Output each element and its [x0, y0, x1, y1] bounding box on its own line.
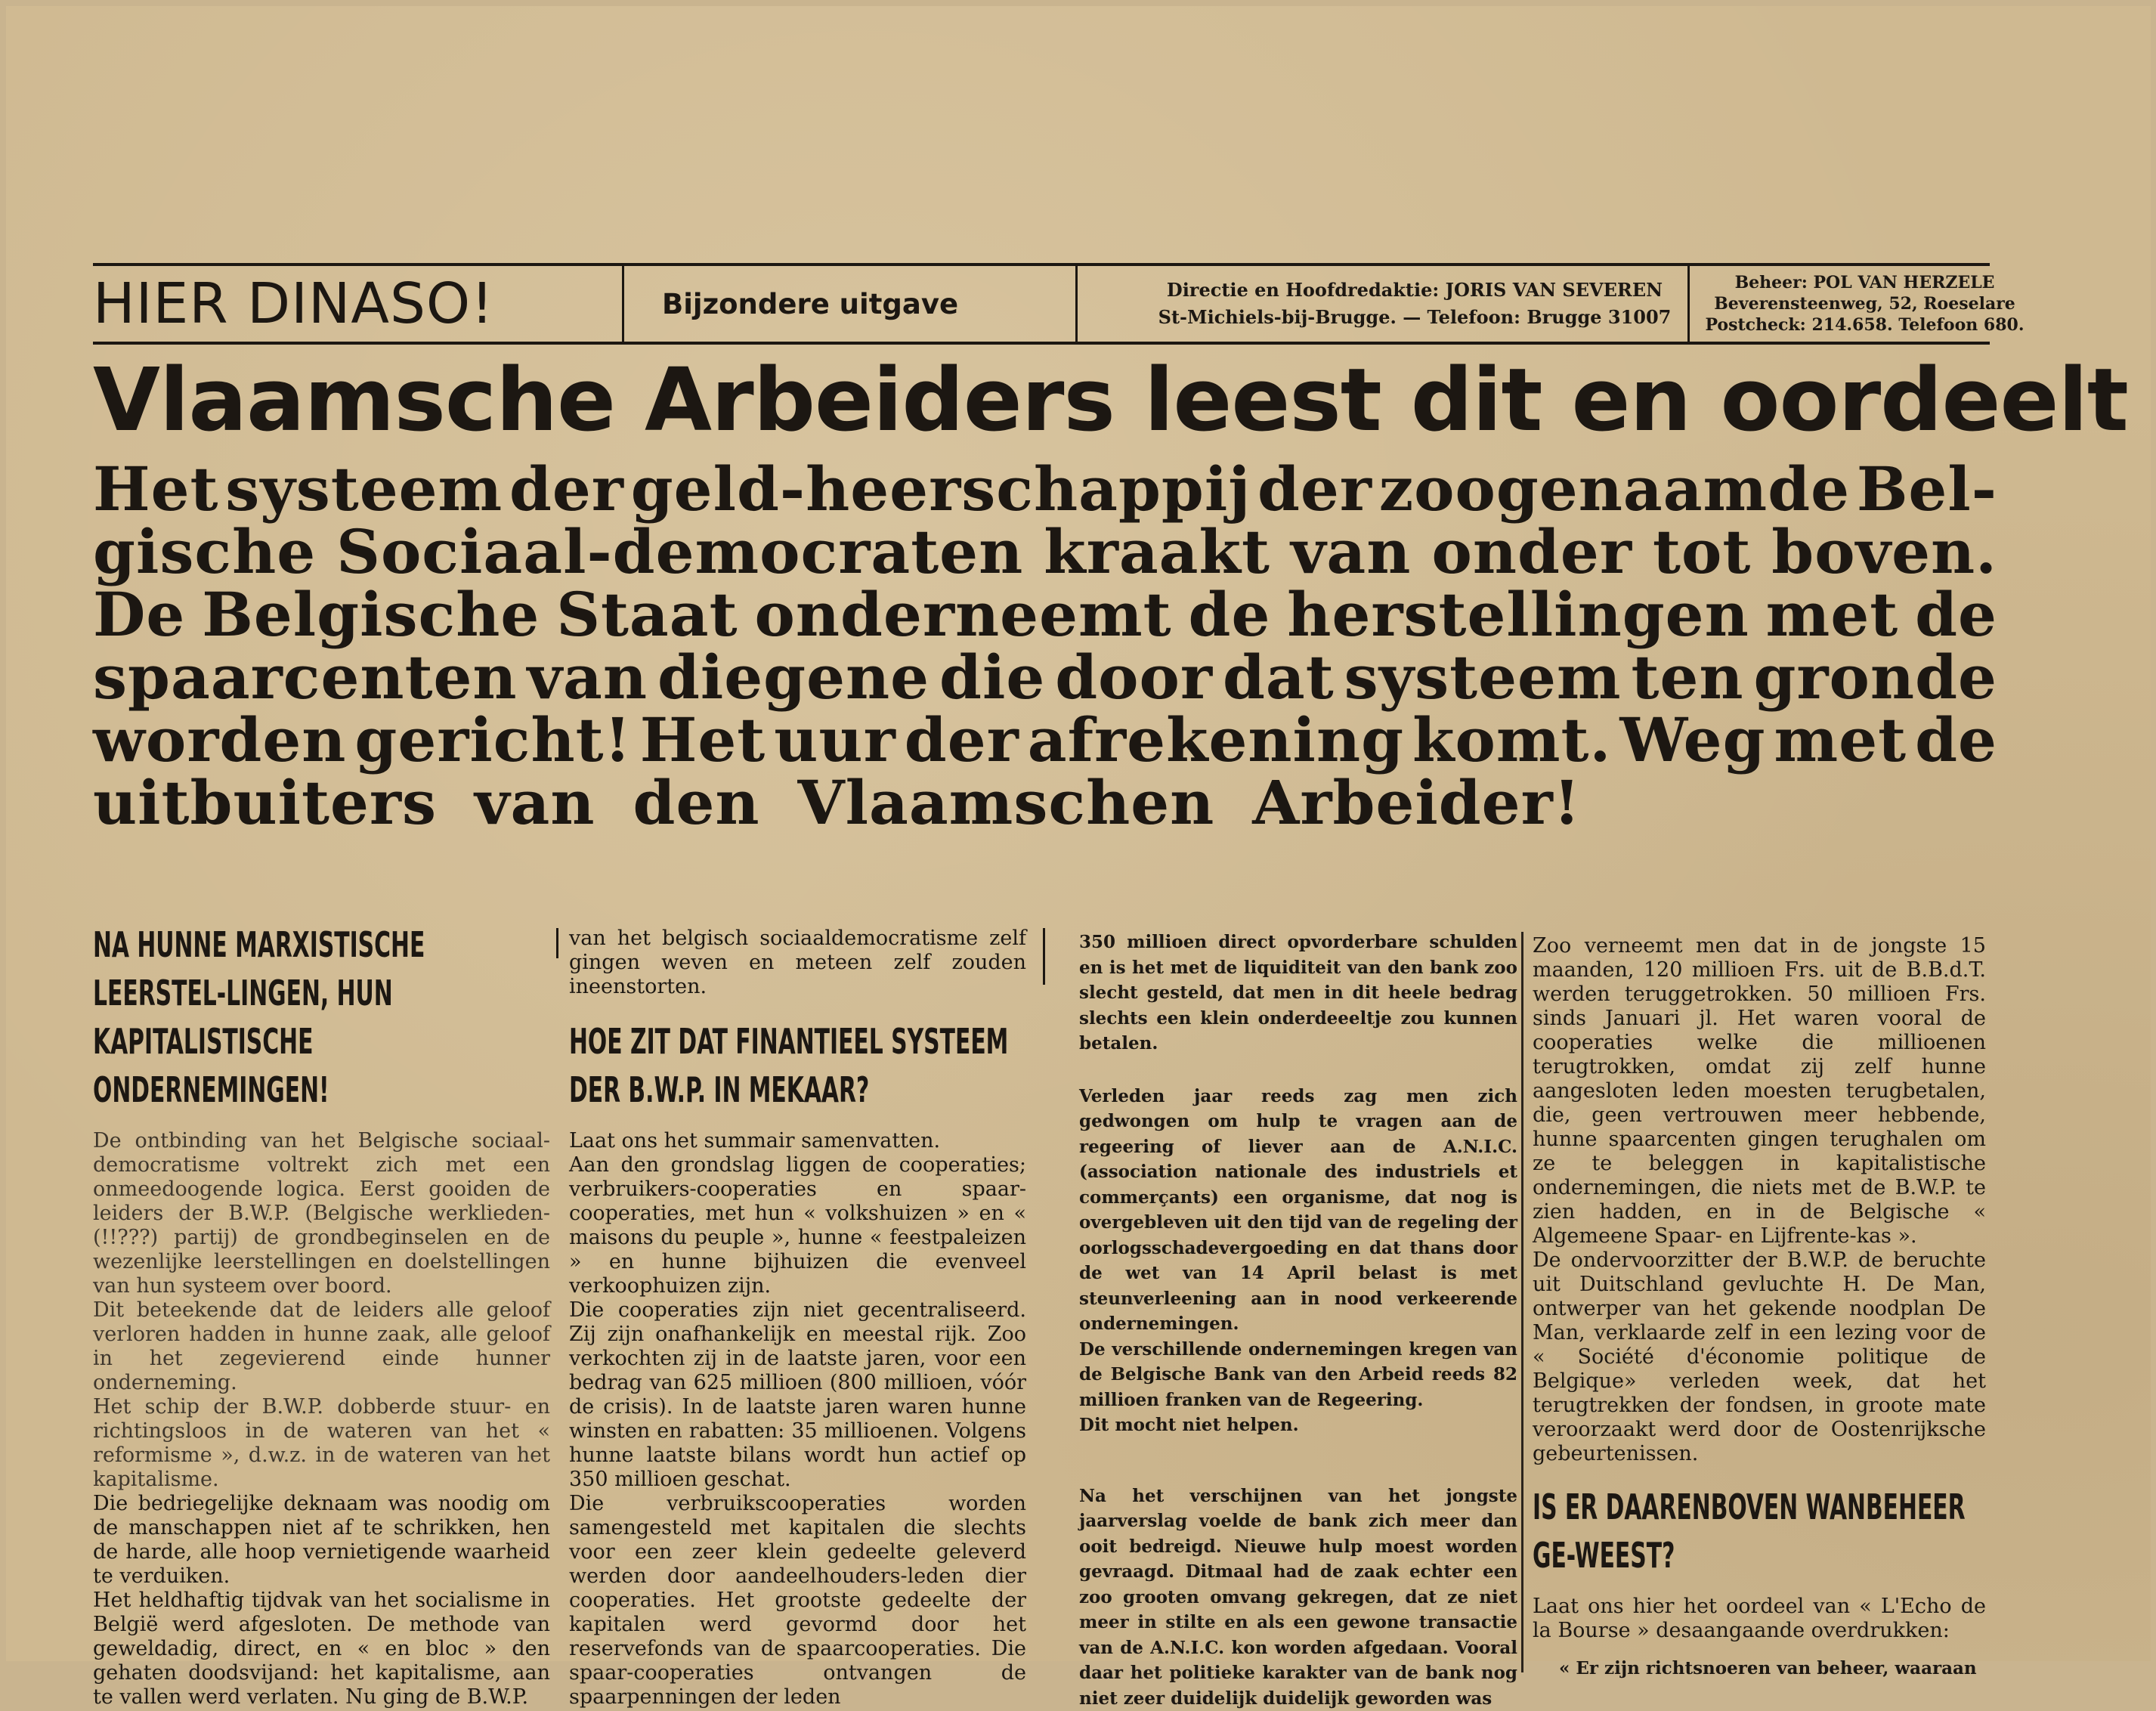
subhead-word: geld-heerschappij — [631, 458, 1251, 521]
paragraph: Die verbruikscooperaties worden samengesteld met kapitalen die slechts voor een zeer klein gedeelte geleverd werden door aandeelhouders-leden dier cooperaties. Het grootste gedeelte der kapitalen werd gevormd door het reservefonds van de spaarcooperaties. Die spaar-cooperaties ontvangen de spaarpenningen der leden — [569, 1492, 1026, 1709]
management-info — [1687, 266, 1990, 342]
paragraph: De ontbinding van het Belgische sociaal-democratisme voltrekt zich met een onmeedoogende logica. Eerst gooiden de leiders der B.W.P. (Belgische werklieden-(!!???) partij) de grondbeginselen en de wezenlijke leerstellingen en doelstellingen van hun systeem over boord. — [93, 1129, 550, 1298]
subhead-word: Belgische — [202, 583, 540, 646]
paragraph: Laat ons hier het oordeel van « L'Echo de la Bourse » desaangaande overdrukken: — [1533, 1595, 1986, 1643]
management-line: Beverensteenweg, 52, Roeselare — [1714, 293, 2015, 314]
paragraph: Het heldhaftig tijdvak van het socialisme in België werd afgesloten. De methode van geweldadig, direct, en « en bloc » den gehaten doodsvijand: het kapitalisme, aan te vallen werd verlaten. Nu ging de B.W.P. — [93, 1589, 550, 1709]
management-line: Postcheck: 214.658. Telefoon 680. — [1705, 314, 2024, 336]
article-column-2 — [569, 913, 1026, 1672]
article-column-3 — [1079, 913, 1517, 1672]
subhead-word: systeem — [1344, 646, 1622, 709]
subhead-word: Weg — [1619, 709, 1765, 772]
direction-line: Directie en Hoofdredaktie: JORIS VAN SEVEREN — [1167, 277, 1663, 304]
subhead-word: onderneemt — [755, 583, 1172, 646]
subhead-word: van — [1291, 521, 1411, 583]
subhead-word: herstellingen — [1287, 583, 1749, 646]
subhead-word: Het — [640, 709, 766, 772]
subhead-word: der — [1257, 458, 1372, 521]
subhead-word: zoogenaamde — [1379, 458, 1850, 521]
paragraph: Aan den grondslag liggen de cooperaties; verbruikers-cooperaties en spaar-cooperaties, met hun « volkshuizen » en « maisons du peuple », hunne « feestpaleizen » en hunne bijhuizen die evenveel verkoophuizen zijn. — [569, 1153, 1026, 1298]
paragraph: De ondervoorzitter der B.W.P. de beruchte uit Duitschland gevluchte H. De Man, ontwerper van het gekende noodplan De Man, verklaarde zelf in een lezing voor de « Société d'économie politique de Belgique» verleden week, dat het terugtrekken der fondsen, in groote mate veroorzaakt werd door de Oostenrijksche gebeurtenissen. — [1533, 1248, 1986, 1466]
subhead-word: Bel- — [1857, 458, 1997, 521]
article-column-1 — [93, 913, 550, 1672]
subhead-word: uitbuiters — [93, 772, 437, 834]
subhead-word: gronde — [1753, 646, 1997, 709]
paragraph: Zoo verneemt men dat in de jongste 15 maanden, 120 millioen Frs. uit de B.B.d.T. werden teruggetrokken. 50 millioen Frs. sinds Januari jl. Het waren vooral de cooperaties welke die millioenen terugtrokken, omdat zij zelf hunne aangesloten leden moesten terugbetalen, die, geen vertrouwen meer hebbende, hunne spaarcenten gingen terughalen om ze te beleggen in kapitalistische ondernemingen, die niets met de B.W.P. te zien hadden, en in de Belgische « Algemeene Spaar- en Lijfrente-kas ». — [1533, 934, 1986, 1248]
edition-label: Bijzondere uitgave — [622, 266, 1075, 342]
subhead-word: met — [1774, 709, 1907, 772]
paragraph: Na het verschijnen van het jongste jaarverslag voelde de bank zich meer dan ooit bedreigd. Nieuwe hulp moest worden gevraagd. Ditmaal had de zaak echter een zoo grooten omvang gekregen, dat ze niet meer in stilte en als een gewone transactie van de A.N.I.C. kon worden afgedaan. Vooral daar het politieke karakter van de bank nog niet zeer duidelijk duidelijk geworden was — [1079, 1484, 1517, 1711]
subhead-word: Arbeider! — [1252, 772, 1581, 834]
subhead-word: komt. — [1412, 709, 1611, 772]
direction-info — [1075, 266, 1687, 342]
paragraph: De verschillende ondernemingen kregen van de Belgische Bank van den Arbeid reeds 82 millioen franken van de Regeering. — [1079, 1337, 1517, 1413]
masthead — [93, 263, 1990, 345]
subhead-word: ten — [1632, 646, 1744, 709]
subhead-word: door — [1055, 646, 1213, 709]
subhead-word: die — [939, 646, 1045, 709]
subheadline — [93, 458, 1997, 834]
subhead-word: afrekening — [1028, 709, 1404, 772]
subhead-line — [93, 583, 1997, 646]
direction-line: St-Michiels-bij-Brugge. — Telefoon: Brugge 31007 — [1158, 304, 1672, 331]
subhead-word: den — [633, 772, 760, 834]
subhead-word: systeem — [225, 458, 503, 521]
article-column-4 — [1533, 913, 1986, 1672]
subhead-word: van — [527, 646, 648, 709]
subhead-word: kraakt — [1044, 521, 1270, 583]
subhead-word: dat — [1223, 646, 1335, 709]
subhead-line — [93, 709, 1997, 772]
paragraph: Verleden jaar reeds zag men zich gedwongen om hulp te vragen aan de regeering of liever aan de A.N.I.C. (association nationale des industriels et commerçants) een organisme, dat nog is overgebleven uit den tijd van de regeling der oorlogsschadevergoeding en dat thans door de wet van 14 April belast is met steunverleening aan in nood verkeerende ondernemingen. — [1079, 1084, 1517, 1337]
paragraph: Laat ons het summair samenvatten. — [569, 1129, 1026, 1153]
subhead-word: onder — [1431, 521, 1632, 583]
column-rule — [1043, 928, 1045, 985]
subhead-word: worden — [93, 709, 346, 772]
paragraph: Die bedriegelijke deknaam was noodig om de manschappen niet af te schrikken, hen de harde, alle hoop vernietigende waarheid te verduiken. — [93, 1492, 550, 1589]
paragraph: van het belgisch sociaaldemocratisme zelf gingen weven en meteen zelf zouden ineenstorten. — [569, 927, 1026, 999]
subhead-line — [93, 521, 1997, 583]
subhead-word: diegene — [657, 646, 930, 709]
subhead-word: Sociaal-democraten — [336, 521, 1023, 583]
subhead-word: spaarcenten — [93, 646, 518, 709]
management-line: Beheer: POL VAN HERZELE — [1735, 272, 1995, 293]
subhead-word: der — [509, 458, 624, 521]
column-rule — [556, 928, 558, 958]
quote-paragraph: « Er zijn richtsnoeren van beheer, waaraan — [1533, 1658, 1986, 1679]
newspaper-page — [6, 6, 2151, 1661]
subhead-line — [93, 772, 1997, 834]
subhead-word: Vlaamschen — [798, 772, 1215, 834]
section-heading: HOE ZIT DAT FINANTIEEL SYSTEEM DER B.W.P. IN MEKAAR? — [569, 1017, 1026, 1114]
subhead-line — [93, 458, 1997, 521]
newspaper-title: HIER DINASO! — [93, 266, 614, 342]
subhead-word: van — [475, 772, 595, 834]
subhead-word: gische — [93, 521, 316, 583]
subhead-line — [93, 646, 1997, 709]
subhead-word: De — [93, 583, 185, 646]
subhead-word: de — [1915, 709, 1997, 772]
subhead-word: met — [1766, 583, 1899, 646]
main-headline: Vlaamsche Arbeiders leest dit en oordeelt — [93, 355, 1997, 446]
paragraph: Het schip der B.W.P. dobberde stuur- en richtingsloos in de wateren van het « reformisme », d.w.z. in de wateren van het kapitalisme. — [93, 1395, 550, 1492]
paragraph: Dit mocht niet helpen. — [1079, 1412, 1517, 1438]
subhead-word: Staat — [556, 583, 738, 646]
paragraph: 350 millioen direct opvorderbare schulden en is het met de liquiditeit van den bank zoo slecht gesteld, dat men in dit heele bedrag slechts een klein onderdeeeltje zou kunnen betalen. — [1079, 930, 1517, 1057]
subhead-word: der — [905, 709, 1019, 772]
subhead-word: tot — [1653, 521, 1751, 583]
column-rule — [1521, 932, 1523, 1672]
subhead-word: de — [1915, 583, 1997, 646]
subhead-word: de — [1189, 583, 1271, 646]
paragraph: Dit beteekende dat de leiders alle geloof verloren hadden in hunne zaak, alle geloof in het zegevierend einde hunner onderneming. — [93, 1298, 550, 1395]
subhead-word: boven. — [1771, 521, 1997, 583]
subhead-word: Het — [93, 458, 218, 521]
paragraph: Die cooperaties zijn niet gecentraliseerd. Zij zijn onafhankelijk en meestal rijk. Zoo verkochten zij in de laatste jaren, voor een bedrag van 625 millioen (800 millioen, vóór de crisis). In de laatste jaren waren hunne winsten en rabatten: 35 millioenen. Volgens hunne laatste bilans wordt hun actief op 350 millioen geschat. — [569, 1298, 1026, 1492]
section-heading: IS ER DAARENBOVEN WANBEHEER GE-WEEST? — [1533, 1483, 1986, 1580]
subhead-word: gericht! — [354, 709, 631, 772]
section-heading: NA HUNNE MARXISTISCHE LEERSTEL-LINGEN, HUN KAPITALISTISCHE ONDERNEMINGEN! — [93, 920, 550, 1114]
subhead-word: uur — [774, 709, 895, 772]
